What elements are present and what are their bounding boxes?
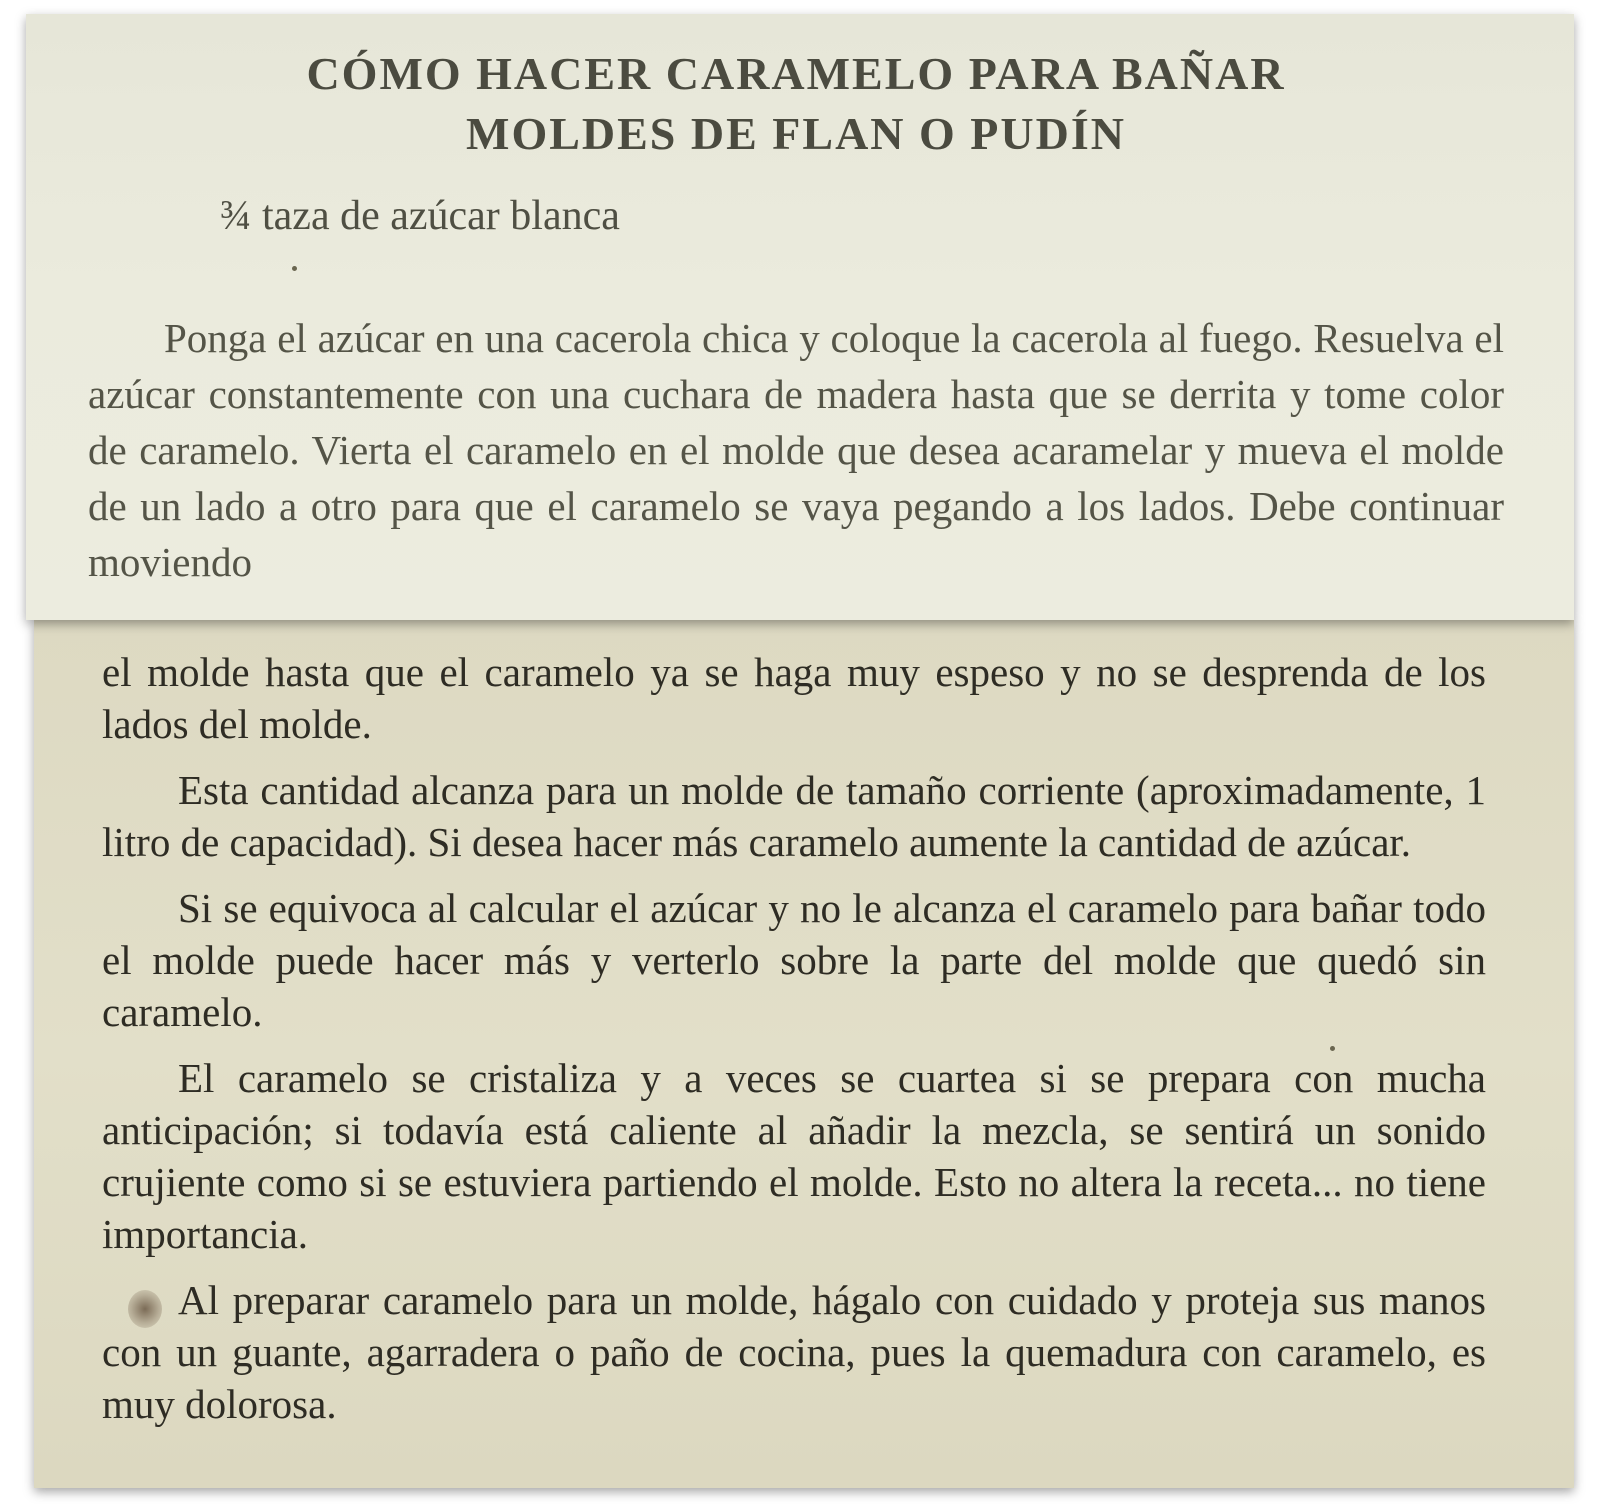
paper-stain <box>128 1290 162 1328</box>
recipe-title-line-2: MOLDES DE FLAN O PUDÍN <box>466 108 1126 159</box>
recipe-title <box>88 44 1504 164</box>
instructions-paragraph-1: Ponga el azúcar en una cacerola chica y coloque la cacerola al fuego. Resuelva el azúcar constantemente con una cuchara de madera hasta que se derrita y tome color de caramelo. Vierta el caramelo en el molde que desea acaramelar y mueva el molde de un lado a otro para que el caramelo se vaya pegando a los lados. Debe continuar moviendo <box>88 315 1504 585</box>
recipe-clipping-bottom <box>34 620 1574 1488</box>
instructions-paragraph-5: Al preparar caramelo para un molde, hágalo con cuidado y proteja sus manos con un guante, agarradera o paño de cocina, pues la quemadura con caramelo, es muy dolorosa. <box>102 1277 1486 1427</box>
instructions-paragraph-3: Si se equivoca al calcular el azúcar y no le alcanza el caramelo para bañar todo el molde puede hacer más y verterlo sobre la parte del molde que quedó sin caramelo. <box>102 885 1486 1035</box>
ingredient-line: ¾ taza de azúcar blanca <box>220 193 620 239</box>
paper-speck <box>1330 1046 1335 1051</box>
instructions-continuation: el molde hasta que el caramelo ya se haga muy espeso y no se desprenda de los lados del molde. <box>102 649 1486 747</box>
instructions-paragraph-4: El caramelo se cristaliza y a veces se cuartea si se prepara con mucha anticipación; si todavía está caliente al añadir la mezcla, se sentirá un sonido crujiente como si se estuviera partiendo el molde. Esto no altera la receta... no tiene importancia. <box>102 1055 1486 1257</box>
instructions-paragraph-2: Esta cantidad alcanza para un molde de tamaño corriente (aproximadamente, 1 litro de capacidad). Si desea hacer más caramelo aumente la cantidad de azúcar. <box>102 767 1486 865</box>
recipe-clipping-top <box>26 14 1574 620</box>
paper-speck <box>292 266 297 271</box>
recipe-title-line-1: CÓMO HACER CARAMELO PARA BAÑAR <box>306 48 1286 99</box>
